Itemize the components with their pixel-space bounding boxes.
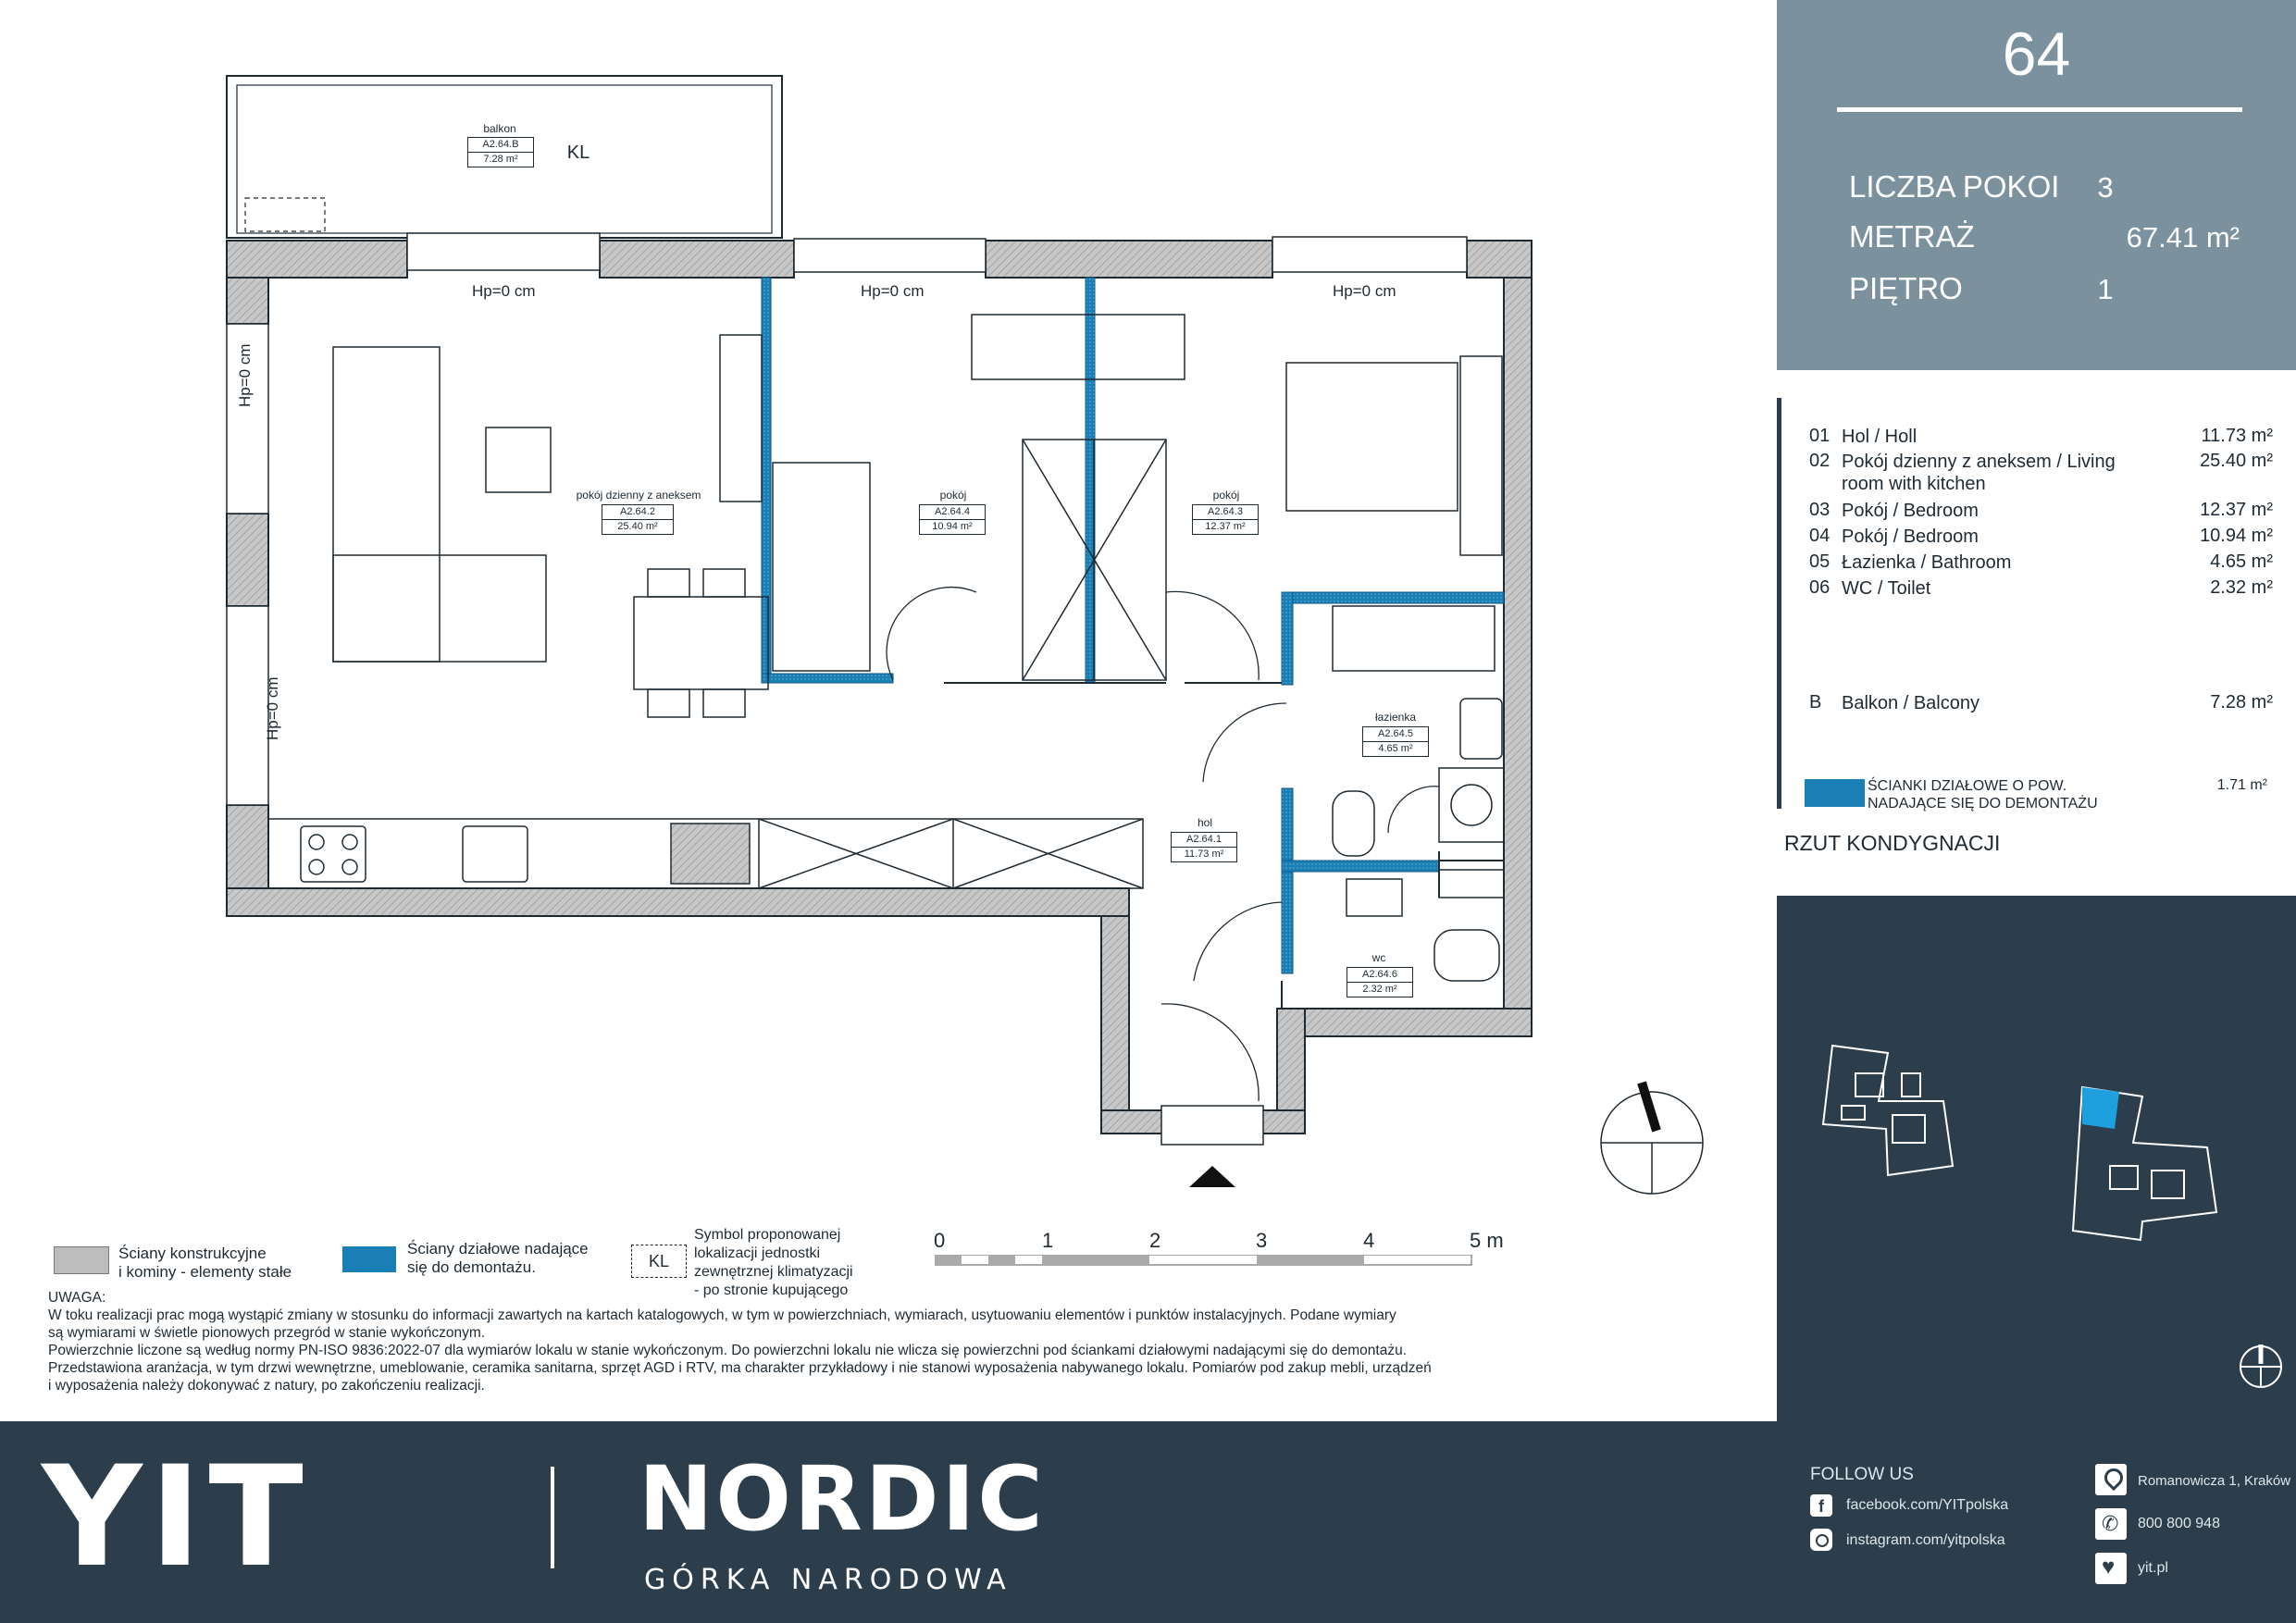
nordic-subtitle: GÓRKA NARODOWA bbox=[644, 1564, 1012, 1596]
room-name: Hol / Holl bbox=[1842, 427, 1917, 447]
summary-label-rooms: LICZBA POKOI bbox=[1849, 169, 2060, 204]
room-num: 03 bbox=[1809, 500, 1831, 520]
room4-name: pokój bbox=[939, 489, 967, 502]
notes-heading: UWAGA: bbox=[48, 1290, 106, 1306]
bath-name: łazienka bbox=[1374, 711, 1417, 724]
summary-value-area: 67.41 m² bbox=[2126, 221, 2240, 254]
yit-logo: YIT bbox=[42, 1437, 311, 1598]
room-name: Pokój dzienny z aneksem / Living room with kitchen bbox=[1842, 452, 2116, 494]
instagram-icon bbox=[1810, 1529, 1832, 1551]
structural-walls bbox=[227, 241, 1532, 1134]
scale-tick: 1 bbox=[1042, 1229, 1054, 1252]
room-area: 2.32 m² bbox=[2210, 577, 2273, 598]
notes-line: i wyposażenia należy dokonywać z natury, po zakończeniu realizacji. bbox=[48, 1378, 485, 1394]
follow-us: FOLLOW US bbox=[1810, 1465, 1914, 1484]
kl-legend-4: - po stronie kupującego bbox=[694, 1282, 849, 1298]
room-num: 04 bbox=[1809, 526, 1831, 546]
footer bbox=[0, 1421, 2296, 1623]
kitchen-counter bbox=[268, 819, 1143, 888]
room-num: 06 bbox=[1809, 577, 1831, 598]
location-pin-icon bbox=[2095, 1464, 2127, 1495]
removable-walls-label bbox=[1868, 777, 2098, 812]
notes-line: są wymiarami w świetle pionowych przegród w stanie wykończonym. bbox=[48, 1325, 486, 1341]
removable-wall-swatch bbox=[342, 1246, 396, 1272]
room3-code: A2.64.3 bbox=[1192, 504, 1259, 520]
address: Romanowicza 1, Kraków bbox=[2138, 1473, 2291, 1489]
facebook-link[interactable]: facebook.com/YITpolska bbox=[1846, 1497, 2009, 1513]
structural-legend-2: i kominy - elementy stałe bbox=[118, 1263, 292, 1281]
wc-name: wc bbox=[1371, 951, 1386, 964]
phone-number[interactable]: 800 800 948 bbox=[2138, 1516, 2220, 1531]
kl-symbol: KL bbox=[566, 142, 590, 163]
windows bbox=[227, 233, 1467, 805]
phone-icon: ✆ bbox=[2095, 1508, 2127, 1540]
notes-line: W toku realizacji prac mogą wystąpić zmiany w stosunku do informacji zawartych na kartach katalogowych, w tym w powierzchniach, wymiarach, usytuowaniu elementów i punktów instalacyjnych. Podane wymiary bbox=[48, 1307, 1396, 1323]
removable-walls-swatch bbox=[1805, 779, 1865, 807]
hp-label-living: Hp=0 cm bbox=[472, 282, 536, 300]
hall-code: A2.64.1 bbox=[1171, 832, 1237, 848]
structural-legend-1: Ściany konstrukcyjne bbox=[118, 1245, 267, 1262]
bath-code: A2.64.5 bbox=[1362, 726, 1429, 742]
balcony-name: balkon bbox=[483, 122, 516, 135]
kl-legend-3: zewnętrznej klimatyzacji bbox=[694, 1264, 853, 1280]
room-name: Pokój / Bedroom bbox=[1842, 501, 1979, 521]
balcony-num: B bbox=[1809, 692, 1822, 712]
removable-walls-label-2: NADAJĄCE SIĘ DO DEMONTAŻU bbox=[1868, 796, 2098, 812]
summary-label-area: METRAŻ bbox=[1849, 219, 1975, 254]
room-num: 02 bbox=[1809, 451, 1831, 471]
room-name: Łazienka / Bathroom bbox=[1842, 552, 2012, 573]
wc-area: 2.32 m² bbox=[1347, 982, 1413, 997]
divider bbox=[1837, 107, 2242, 112]
apartment-number: 64 bbox=[2002, 19, 2071, 88]
plan-title: RZUT KONDYGNACJI bbox=[1784, 831, 2001, 855]
room3-area: 12.37 m² bbox=[1192, 519, 1259, 535]
notes bbox=[48, 1289, 1566, 1394]
room-area: 4.65 m² bbox=[2210, 551, 2273, 572]
summary-value-rooms: 3 bbox=[2097, 171, 2114, 204]
structural-wall-swatch bbox=[54, 1246, 109, 1274]
removable-walls-area: 1.71 m² bbox=[2216, 777, 2267, 793]
instagram-link[interactable]: instagram.com/yitpolska bbox=[1846, 1532, 2005, 1548]
living-area: 25.40 m² bbox=[602, 519, 674, 535]
room-area: 12.37 m² bbox=[2200, 500, 2273, 520]
living-furniture bbox=[333, 335, 768, 717]
removable-legend-2: się do demontażu. bbox=[407, 1258, 536, 1276]
room-name: WC / Toilet bbox=[1842, 578, 1931, 599]
room-num: 05 bbox=[1809, 551, 1831, 572]
bath-area: 4.65 m² bbox=[1362, 741, 1429, 757]
nordic-logo: NORDIC bbox=[639, 1447, 1046, 1551]
room-num: 01 bbox=[1809, 426, 1831, 446]
room-area: 11.73 m² bbox=[2201, 426, 2273, 446]
hp-label-west-2: Hp=0 cm bbox=[264, 676, 281, 740]
scale-tick: 2 bbox=[1149, 1229, 1161, 1252]
scale-tick: 5 m bbox=[1470, 1229, 1504, 1252]
removable-legend bbox=[407, 1240, 589, 1277]
scale-tick: 0 bbox=[934, 1229, 946, 1252]
entrance bbox=[1161, 1106, 1263, 1187]
scale-tick: 3 bbox=[1256, 1229, 1268, 1252]
summary-value-floor: 1 bbox=[2097, 273, 2114, 305]
kl-legend-1: Symbol proponowanej bbox=[694, 1227, 841, 1243]
structural-legend bbox=[118, 1245, 292, 1282]
living-name: pokój dzienny z aneksem bbox=[576, 489, 701, 502]
balcony-row-name: Balkon / Balcony bbox=[1842, 693, 1980, 713]
bedroom-furniture bbox=[773, 315, 1502, 680]
room3-name: pokój bbox=[1212, 489, 1240, 502]
summary-label-floor: PIĘTRO bbox=[1849, 271, 1963, 305]
rooms-accent-bar bbox=[1777, 398, 1781, 809]
notes-line: Powierzchnie liczone są według normy PN-ISO 9836:2022-07 dla wymiarów lokalu w stanie wykończonym. Do powierzchni lokalu nie wlicza się powierzchni pod ściankami działowymi nadającymi się do demontażu. bbox=[48, 1343, 1408, 1358]
room4-area: 10.94 m² bbox=[919, 519, 986, 535]
notes-line: Przedstawiona aranżacja, w tym drzwi wewnętrzne, umeblowanie, ceramika sanitarna, sprzęt AGD i RTV, ma charakter przykładowy i nie stanowi wyposażenia nabywanego lokalu. Pomiarów pod zakup mebli, urządzeń bbox=[48, 1360, 1432, 1376]
north-arrow-icon bbox=[2238, 1332, 2284, 1397]
website-link[interactable]: yit.pl bbox=[2138, 1560, 2168, 1576]
compass-icon bbox=[1601, 1083, 1703, 1194]
wc-code: A2.64.6 bbox=[1347, 967, 1413, 983]
room-area: 10.94 m² bbox=[2200, 526, 2273, 546]
heart-icon: ♥ bbox=[2095, 1553, 2127, 1584]
hall-name: hol bbox=[1197, 816, 1212, 829]
scale-bar bbox=[935, 1255, 1490, 1266]
scale-tick: 4 bbox=[1363, 1229, 1375, 1252]
hp-label-room4: Hp=0 cm bbox=[861, 282, 925, 300]
hall-area: 11.73 m² bbox=[1171, 847, 1237, 862]
logo-divider bbox=[551, 1467, 554, 1568]
removable-walls-label-1: ŚCIANKI DZIAŁOWE O POW. bbox=[1868, 778, 2067, 794]
living-code: A2.64.2 bbox=[602, 504, 674, 520]
room-area: 25.40 m² bbox=[2200, 451, 2273, 471]
facebook-icon: f bbox=[1810, 1494, 1832, 1517]
balcony-row-area: 7.28 m² bbox=[2210, 692, 2273, 712]
room4-code: A2.64.4 bbox=[919, 504, 986, 520]
kl-legend-symbol: KL bbox=[631, 1245, 687, 1278]
balcony-code: A2.64.B bbox=[467, 137, 534, 153]
building-key-plan-icon bbox=[1814, 1036, 1962, 1184]
balcony-area: 7.28 m² bbox=[467, 152, 534, 167]
kl-legend-2: lokalizacji jednostki bbox=[694, 1245, 821, 1261]
room-name: Pokój / Bedroom bbox=[1842, 527, 1979, 547]
hp-label-west-1: Hp=0 cm bbox=[236, 343, 254, 407]
hp-label-room3: Hp=0 cm bbox=[1333, 282, 1396, 300]
removable-legend-1: Ściany działowe nadające bbox=[407, 1240, 589, 1258]
building-key-plan-highlight-icon bbox=[2068, 1083, 2221, 1249]
